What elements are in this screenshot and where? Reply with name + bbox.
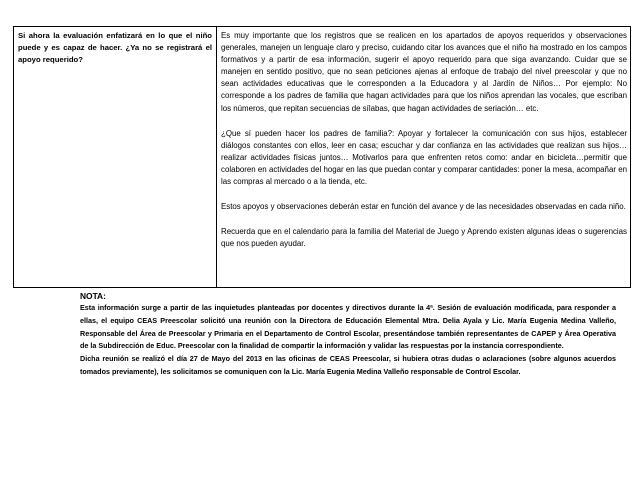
question-text: Si ahora la evaluación enfatizará en lo que el niño puede y es capaz de hacer. ¿Ya no se registrará el apoyo requerido? — [18, 31, 212, 64]
faq-table — [13, 26, 631, 288]
answer-paragraph: ¿Que sí pueden hacer los padres de familia?: Apoyar y fortalecer la comunicación con sus hijos, establecer diálogos constantes con ellos, leer en casa; escuchar y dar confianza en las actividades que realizan sus hijos… realizar actividades físicas juntos… Motivarlos para que enfrenten retos como: andar en bicicleta…permitir que colaboren en actividades del hogar en las que puedan contar y comparar cantidades: poner la mesa, acompañar en las compras al mercado o a la tienda, etc. — [221, 128, 627, 187]
question-cell — [14, 27, 217, 287]
answer-paragraph: Es muy importante que los registros que se realicen en los apartados de apoyos requeridos y observaciones generales, manejen un lenguaje claro y preciso, cuidando citar los avances que el niño ha mostrado en los campos formativos y a partir de esa información, sugerir el apoyo requerido para que siga avanzando. Cuidar que se manejen en sentido positivo, que no sean peticiones ajenas al enfoque de trabajo del nivel preescolar y que no sean actividades educativas que le corresponden a la Educadora y al Jardín de Niños… Por ejemplo: No corresponde a los padres de familia que hagan actividades para que los niños aprendan las vocales, que escriban los números, que repitan secuencias de sílabas, que hagan actividades de seriación… etc. — [221, 31, 627, 113]
note-section — [80, 291, 616, 379]
note-paragraph: Esta información surge a partir de las inquietudes planteadas por docentes y directivos durante la 4ª. Sesión de evaluación modificada, para responder a ellas, el equipo CEAS Preescolar solicitó una reunión con la Directora de Educación Elemental Mtra. Delia Ayala y Lic. María Eugenia Medina Valleño, Responsable del Área de Preescolar y Primaria en el Departamento de Control Escolar, presentándose también representantes de CAPEP y Área Operativa de la Subdirección de Educ. Preescolar con la finalidad de compartir la información y validar las respuestas por la instancia correspondiente. — [80, 303, 616, 351]
note-paragraph: Dicha reunión se realizó el día 27 de Mayo del 2013 en las oficinas de CEAS Preescolar, si hubiera otras dudas o aclaraciones (sobre algunos acuerdos tomados previamente), les solicitamos se comuniquen con la Lic. María Eugenia Medina Valleño responsable de Control Escolar. — [80, 354, 616, 376]
note-title: NOTA: — [80, 291, 106, 301]
answer-cell — [217, 27, 630, 287]
answer-paragraph: Recuerda que en el calendario para la familia del Material de Juego y Aprendo existen algunas ideas o sugerencias que nos pueden ayudar. — [221, 227, 627, 249]
answer-paragraph: Estos apoyos y observaciones deberán estar en función del avance y de las necesidades observadas en cada niño. — [221, 202, 626, 212]
